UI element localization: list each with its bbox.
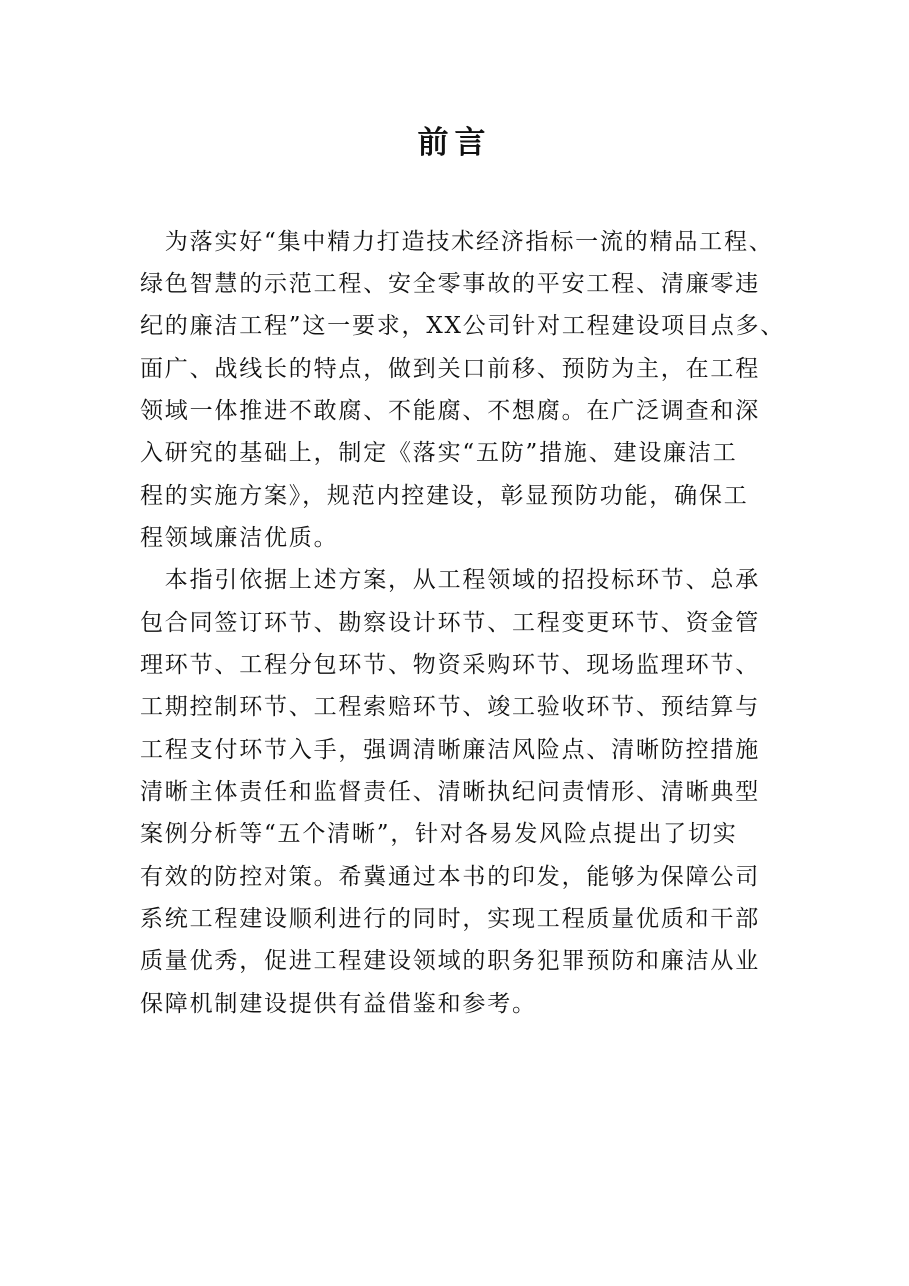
paragraph-line: 工程支付环节入手，强调清晰廉洁风险点、清晰防控措施 [140,737,760,763]
paragraph-line: 绿色智慧的示范工程、安全零事故的平安工程、清廉零违 [140,271,760,297]
paragraph-line: 为落实好“集中精力打造技术经济指标一流的精品工程、 [140,229,774,255]
paragraph-line: 本指引依据上述方案，从工程领域的招投标环节、总承 [140,567,760,593]
paragraph-line: 入研究的基础上，制定《落实“五防”措施、建设廉洁工 [140,440,738,466]
paragraph-line: 保障机制建设提供有益借鉴和参考。 [140,991,537,1017]
paragraph-line: 系统工程建设顺利进行的同时，实现工程质量优质和干部 [140,906,760,932]
paragraph-line: 案例分析等“五个清晰”，针对各易发风险点提出了切实 [140,821,738,847]
paragraph-line: 质量优秀，促进工程建设领域的职务犯罪预防和廉洁从业 [140,948,760,974]
page-title: 前言 [417,125,492,161]
paragraph-line: 有效的防控对策。希冀通过本书的印发，能够为保障公司 [140,864,760,890]
paragraph-line: 纪的廉洁工程”这一要求，XX公司针对工程建设项目点多、 [140,313,786,339]
paragraph-line: 面广、战线长的特点，做到关口前移、预防为主，在工程 [140,356,760,382]
paragraph-line: 清晰主体责任和监督责任、清晰执纪问责情形、清晰典型 [140,779,760,805]
paragraph-line: 程的实施方案》，规范内控建设，彰显预防功能，确保工 [140,483,749,509]
paragraph-line: 包合同签订环节、勘察设计环节、工程变更环节、资金管 [140,610,760,636]
paragraph-line: 工期控制环节、工程索赔环节、竣工验收环节、预结算与 [140,694,760,720]
paragraph-line: 程领域廉洁优质。 [140,525,339,551]
paragraph-line: 理环节、工程分包环节、物资采购环节、现场监理环节、 [140,652,760,678]
paragraph-line: 领域一体推进不敢腐、不能腐、不想腐。在广泛调查和深 [140,398,760,424]
